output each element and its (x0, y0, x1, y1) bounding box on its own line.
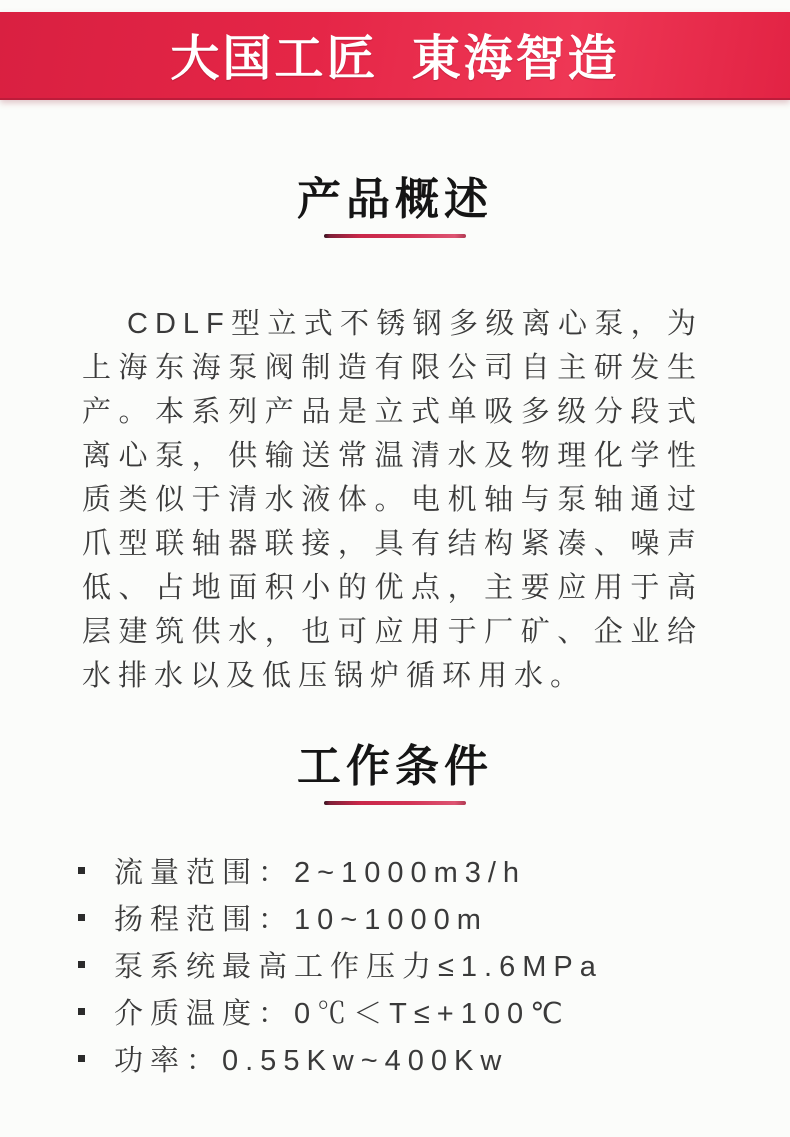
bullet-dot-icon (78, 867, 85, 874)
working-conditions-heading: 工作条件 (297, 742, 493, 791)
top-banner-ribbon (0, 12, 790, 100)
list-item-text: 功率：0.55Kw~400Kw (114, 1045, 509, 1077)
list-item-text: 扬程范围：10~1000m (114, 904, 488, 936)
list-item (78, 1035, 730, 1082)
list-item (78, 894, 730, 941)
list-item (78, 988, 730, 1035)
working-conditions-list (0, 847, 790, 1082)
heading-underline (324, 234, 466, 238)
overview-paragraph: CDLF型立式不锈钢多级离心泵，为上海东海泵阀制造有限公司自主研发生产。本系列产品是立式单吸多级分段式离心泵，供输送常温清水及物理化学性质类似于清水液体。电机轴与泵轴通过爪型联轴器联接，具有结构紧凑、噪声低、占地面积小的优点，主要应用于高层建筑供水，也可应用于厂矿、企业给水排水以及低压锅炉循环用水。 (82, 308, 703, 692)
bullet-dot-icon (78, 961, 85, 968)
list-item-text: 泵系统最高工作压力≤1.6MPa (114, 951, 603, 983)
overview-heading: 产品概述 (297, 175, 493, 224)
list-item (78, 941, 730, 988)
bullet-dot-icon (78, 914, 85, 921)
banner-title: 大国工匠 東海智造 (170, 32, 620, 86)
list-item (78, 847, 730, 894)
bullet-dot-icon (78, 1055, 85, 1062)
list-item-text: 流量范围：2~1000m3/h (114, 857, 527, 889)
working-conditions-section (0, 743, 790, 1082)
product-page (0, 12, 790, 1137)
bullet-dot-icon (78, 1008, 85, 1015)
list-item-text: 介质温度：0℃＜T≤+100℃ (114, 998, 570, 1030)
product-overview-section (0, 176, 790, 698)
heading-underline (324, 801, 466, 805)
